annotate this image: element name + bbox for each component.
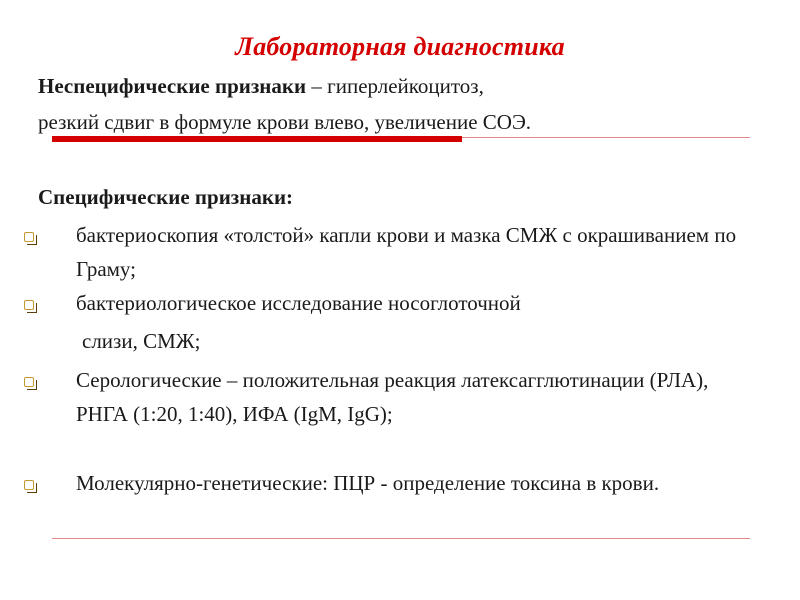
specific-item-4: Молекулярно-генетические: ПЦР - определение токсина в крови. (76, 471, 660, 495)
slide-title: Лабораторная диагностика (235, 32, 565, 61)
specific-item-2: бактериологическое исследование носоглоточной (76, 291, 521, 315)
square-bullet-icon (24, 377, 34, 387)
bottom-divider (52, 538, 750, 539)
nonspecific-text-1: – гиперлейкоцитоз, (306, 74, 484, 98)
specific-item-1: бактериоскопия «толстой» капли крови и мазка СМЖ с окрашиванием по Граму; (76, 223, 737, 281)
specific-item-3: Серологические – положительная реакция латексагглютинации (РЛА), РНГА (1:20, 1:40), ИФА (IgM, IgG); (76, 368, 709, 426)
specific-item-2-continuation: слизи, СМЖ; (82, 329, 201, 353)
nonspecific-text-2: резкий сдвиг в формуле крови влево, увеличение СОЭ. (38, 110, 532, 134)
top-divider (462, 137, 750, 138)
square-bullet-icon (24, 232, 34, 242)
specific-heading: Специфические признаки: (38, 185, 294, 209)
nonspecific-line-1 (38, 74, 484, 99)
square-bullet-icon (24, 300, 34, 310)
accent-underline (52, 136, 462, 142)
square-bullet-icon (24, 480, 34, 490)
nonspecific-label: Неспецифические признаки (38, 74, 307, 98)
